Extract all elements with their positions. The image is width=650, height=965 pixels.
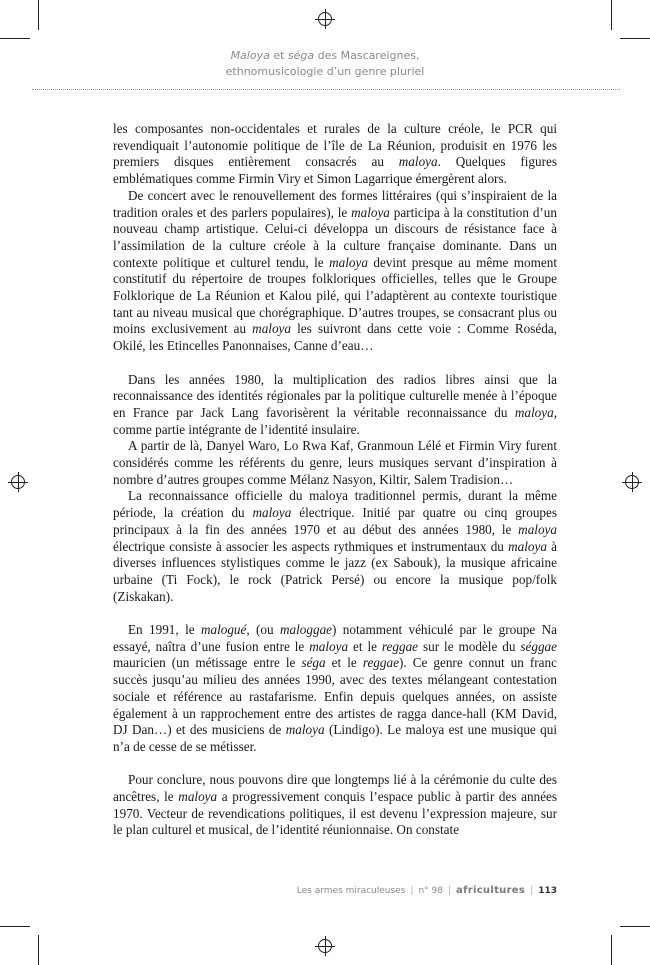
crop-mark (38, 0, 39, 30)
issue-number: n° 98 (418, 886, 443, 896)
crop-mark (38, 935, 39, 965)
footer-separator: | (530, 886, 534, 896)
issue-title: Les armes miraculeuses (296, 886, 406, 896)
crop-mark (0, 38, 30, 39)
registration-mark-icon (318, 939, 332, 953)
paragraph-gap (113, 355, 557, 372)
header-divider (32, 89, 620, 90)
header-line-2: ethnomusicologie d’un genre pluriel (225, 65, 425, 78)
article-body (113, 121, 557, 839)
crop-mark (620, 926, 650, 927)
crop-mark (620, 38, 650, 39)
paragraph-2: De concert avec le renouvellement des formes littéraires (qui s’inspiraient de la tradition orales et des parlers populaires), le maloya participa à la constitution d’un nouveau champ artistique. Celui-ci développa un discours de résistance face à l’assimilation de la culture créole à la culture française dominante. Dans un contexte politique et culturel tendu, le maloya devint presque au même moment constitutif du répertoire de troupes folkloriques officielles, telles que le Groupe Folklorique de La Réunion et Kalou pilé, qui l’adaptèrent au contexte touristique tant au niveau musical que chorégraphique. D’autres troupes, se consacrant plus ou moins exclusivement au maloya les suivront dans cette voie : Comme Roséda, Okilé, les Etincelles Panonnaises, Canne d’eau… (113, 187, 557, 354)
brand-name: africultures (456, 885, 526, 896)
paragraph-1: les composantes non-occidentales et rurales de la culture créole, le PCR qui revendiquait l’autonomie politique de l’île de La Réunion, produisit en 1976 les premiers disques entièrement consacrés au maloya. Quelques figures emblématiques comme Firmin Viry et Simon Lagarrique émergèrent alors. (113, 121, 557, 187)
paragraph-4: A partir de là, Danyel Waro, Lo Rwa Kaf, Granmoun Lélé et Firmin Viry furent considérés comme les référents du genre, leurs musiques servant d’inspiration à nombre d’autres groupes comme Mélanz Nasyon, Kiltir, Salem Tradision… (113, 438, 557, 487)
page-number: 113 (538, 886, 557, 896)
crop-mark (0, 926, 30, 927)
paragraph-6: En 1991, le malogué, (ou maloggae) notamment véhiculé par le groupe Na essayé, naîtra d’une fusion entre le maloya et le reggae sur le modèle du séggae mauricien (un métissage entre le séga et le reggae). Ce genre connut un franc succès jusqu’au milieu des années 1990, avec des textes mélangeant contestation sociale et référence au rastafarisme. Enfin depuis quelques années, on assiste également à un rapprochement entre des artistes de ragga dance-hall (KM David, DJ Dan…) et des musiciens de maloya (Lindigo). Le maloya est une musique qui n’a de cesse de se métisser. (113, 622, 557, 754)
registration-mark-icon (625, 475, 639, 489)
footer-separator: | (410, 886, 414, 896)
crop-mark (611, 0, 612, 30)
paragraph-7: Pour conclure, nous pouvons dire que longtemps lié à la cérémonie du culte des ancêtres, le maloya a progressivement conquis l’espace public à partir des années 1970. Vecteur de revendications politiques, il est devenu l’expression majeure, sur le plan culturel et musical, de l’identité réunionnaise. On constate (113, 772, 557, 838)
paragraph-3: Dans les années 1980, la multiplication des radios libres ainsi que la reconnaissance des identités régionales par la politique culturelle menée à l’époque en France par Jack Lang favorisèrent la véritable reconnaissance du maloya, comme partie intégrante de l’identité insulaire. (113, 371, 557, 437)
crop-mark (611, 935, 612, 965)
header-line-1: Maloya et séga des Mascareignes, (230, 49, 420, 62)
registration-mark-icon (11, 475, 25, 489)
paragraph-5: La reconnaissance officielle du maloya traditionnel permis, durant la même période, la création du maloya électrique. Initié par quatre ou cinq groupes principaux à la fin des années 1970 et au début des années 1980, le maloya électrique consiste à associer les aspects rythmiques et instrumentaux du maloya à diverses influences stylistiques comme le jazz (ex Sabouk), la musique africaine urbaine (Ti Fock), le rock (Patrick Persé) ou encore la musique pop/folk (Ziskakan). (113, 488, 558, 604)
running-header (0, 48, 650, 80)
running-footer (297, 885, 557, 896)
footer-separator: | (448, 886, 452, 896)
paragraph-gap (113, 756, 557, 773)
paragraph-gap (113, 605, 557, 622)
registration-mark-icon (318, 12, 332, 26)
